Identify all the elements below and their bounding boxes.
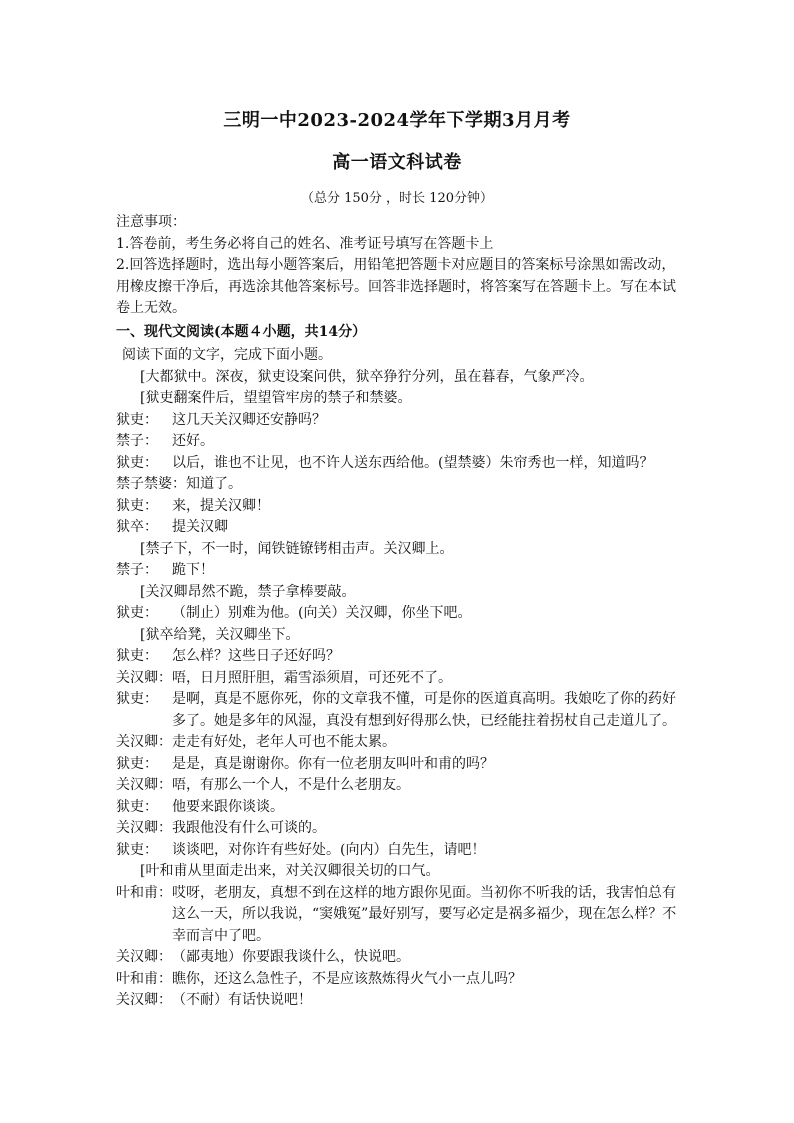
speaker-name: 叶和甫： xyxy=(116,884,172,901)
speech-text: 是啊，真是不愿你死，你的文章我不懂，可是你的医道真高明。我娘吃了你的药好多了。她是多年的风湿，真没有想到好得那么快，已经能拄着拐杖自己走道儿了。 xyxy=(172,691,676,729)
speech-text: 我跟他没有什么可谈的。 xyxy=(172,820,326,836)
dialogue-line xyxy=(116,560,682,582)
dialogue-line xyxy=(116,797,682,819)
dialogue-line xyxy=(116,646,682,668)
speaker-name: 狱卒： xyxy=(116,519,158,535)
speech-text: 提关汉卿 xyxy=(172,519,228,535)
speech-text: 知道了。 xyxy=(186,476,242,492)
speech-text: 唔，有那么一个人，不是什么老朋友。 xyxy=(172,777,410,793)
speech-text: 来，提关汉卿！ xyxy=(172,497,270,514)
speaker-name: 狱吏： xyxy=(116,841,158,858)
dialogue-line xyxy=(116,603,682,625)
speaker-name: 狱吏： xyxy=(116,605,158,621)
speech-text: 唔，日月照肝胆，霜雪添须眉，可还死不了。 xyxy=(172,669,452,686)
dialogue-line xyxy=(116,496,682,518)
dialogue-line xyxy=(116,818,682,840)
exam-subtitle: 高一语文科试卷 xyxy=(332,152,462,173)
speaker-name: 关汉卿： xyxy=(116,949,172,965)
speech-text: （不耐）有话快说吧！ xyxy=(172,992,312,1008)
stage-direction: [狱吏翻案件后，望望管牢房的禁子和禁婆。 xyxy=(140,390,412,406)
notice-item-2: 2.回答选择题时，选出每小题答案后，用铅笔把答题卡对应题目的答案标号涂黑如需改动，用橡皮擦干净后，再选涂其他答案标号。回答非选择题时，将答案写在答题卡上。写在本试卷上无效。 xyxy=(116,257,676,316)
dialogue-line xyxy=(116,947,682,969)
dialogue-line xyxy=(116,431,682,453)
dialogue-line xyxy=(116,668,682,690)
stage-direction: [禁子下，不一时，闻铁链镣铐相击声。关汉卿上。 xyxy=(140,540,454,557)
stage-direction: [关汉卿昂然不跪，禁子拿棒要敲。 xyxy=(140,583,356,600)
dialogue-line xyxy=(116,775,682,797)
exam-title: 三明一中2023-2024学年下学期3月月考 xyxy=(223,110,571,131)
speech-text: 跪下！ xyxy=(172,562,214,578)
speech-text: （制止）别难为他。(向关）关汉卿，你坐下吧。 xyxy=(172,605,472,621)
speaker-name: 狱吏： xyxy=(116,454,158,471)
speaker-name: 关汉卿： xyxy=(116,992,172,1008)
speech-text: 他要来跟你谈谈。 xyxy=(172,798,284,815)
speaker-name: 关汉卿： xyxy=(116,734,172,750)
speaker-name: 狱吏： xyxy=(116,497,158,514)
dialogue-line xyxy=(116,840,682,862)
dialogue-line xyxy=(116,410,682,432)
notice-heading: 注意事项： xyxy=(116,214,186,230)
stage-direction: [狱卒给凳，关汉卿坐下。 xyxy=(140,626,300,643)
dialogue-line xyxy=(116,474,682,496)
speech-text: 走走有好处，老年人可也不能太累。 xyxy=(172,734,396,750)
notice-item-1: 1.答卷前，考生务必将自己的姓名、准考证号填写在答题卡上 xyxy=(116,235,494,252)
speaker-name: 狱吏： xyxy=(116,798,158,815)
dialogue-line xyxy=(116,689,682,732)
reading-instruction: 阅读下面的文字，完成下面小题。 xyxy=(122,347,332,363)
speaker-name: 禁子禁婆： xyxy=(116,476,186,492)
stage-direction: [大都狱中。深夜，狱吏设案问供，狱卒狰狞分列，虽在暮春，气象严冷。 xyxy=(140,368,594,385)
speech-text: 瞧你，还这么急性子，不是应该熬炼得火气小一点儿吗？ xyxy=(172,970,522,987)
section-heading: 一、现代文阅读(本题４小题，共14分） xyxy=(116,323,367,340)
speaker-name: 狱吏： xyxy=(116,411,158,428)
speaker-name: 狱吏： xyxy=(116,755,158,772)
speaker-name: 关汉卿： xyxy=(116,820,172,836)
dialogue-line xyxy=(116,990,682,1012)
dialogue-line xyxy=(116,754,682,776)
dialogue-line xyxy=(116,732,682,754)
speaker-name: 狱吏： xyxy=(116,648,158,664)
exam-info: （总分 150分 ，时长 120分钟） xyxy=(300,191,494,206)
speech-text: 是是，真是谢谢你。你有一位老朋友叫叶和甫的吗？ xyxy=(172,755,494,772)
dialogue-line xyxy=(116,883,682,948)
speech-text: （鄙夷地）你要跟我谈什么，快说吧。 xyxy=(172,949,410,965)
speech-text: 这几天关汉卿还安静吗？ xyxy=(172,411,326,428)
dialogue-line xyxy=(116,453,682,475)
speaker-name: 关汉卿： xyxy=(116,669,172,686)
dialogue-line xyxy=(116,969,682,991)
play-script xyxy=(116,367,682,1012)
speech-text: 谈谈吧，对你许有些好处。(向内）白先生，请吧！ xyxy=(172,841,486,858)
speech-text: 还好。 xyxy=(172,433,214,449)
dialogue-line xyxy=(116,517,682,539)
speaker-name: 关汉卿： xyxy=(116,777,172,793)
speaker-name: 禁子： xyxy=(116,562,158,578)
speech-text: 以后，谁也不让见，也不许人送东西给他。(望禁婆）朱帘秀也一样，知道吗？ xyxy=(172,454,654,471)
speaker-name: 狱吏： xyxy=(116,691,158,707)
speech-text: 怎么样？这些日子还好吗？ xyxy=(172,648,340,664)
stage-direction: [叶和甫从里面走出来，对关汉卿很关切的口气。 xyxy=(140,863,440,879)
speaker-name: 禁子： xyxy=(116,433,158,449)
speech-text: 哎呀，老朋友，真想不到在这样的地方跟你见面。当初你不听我的话，我害怕总有这么一天，所以我说，“窦娥冤”最好别写，要写必定是祸多福少，现在怎么样？不幸而言中了吧。 xyxy=(172,884,677,944)
speaker-name: 叶和甫： xyxy=(116,970,172,987)
exam-body xyxy=(116,212,682,1012)
